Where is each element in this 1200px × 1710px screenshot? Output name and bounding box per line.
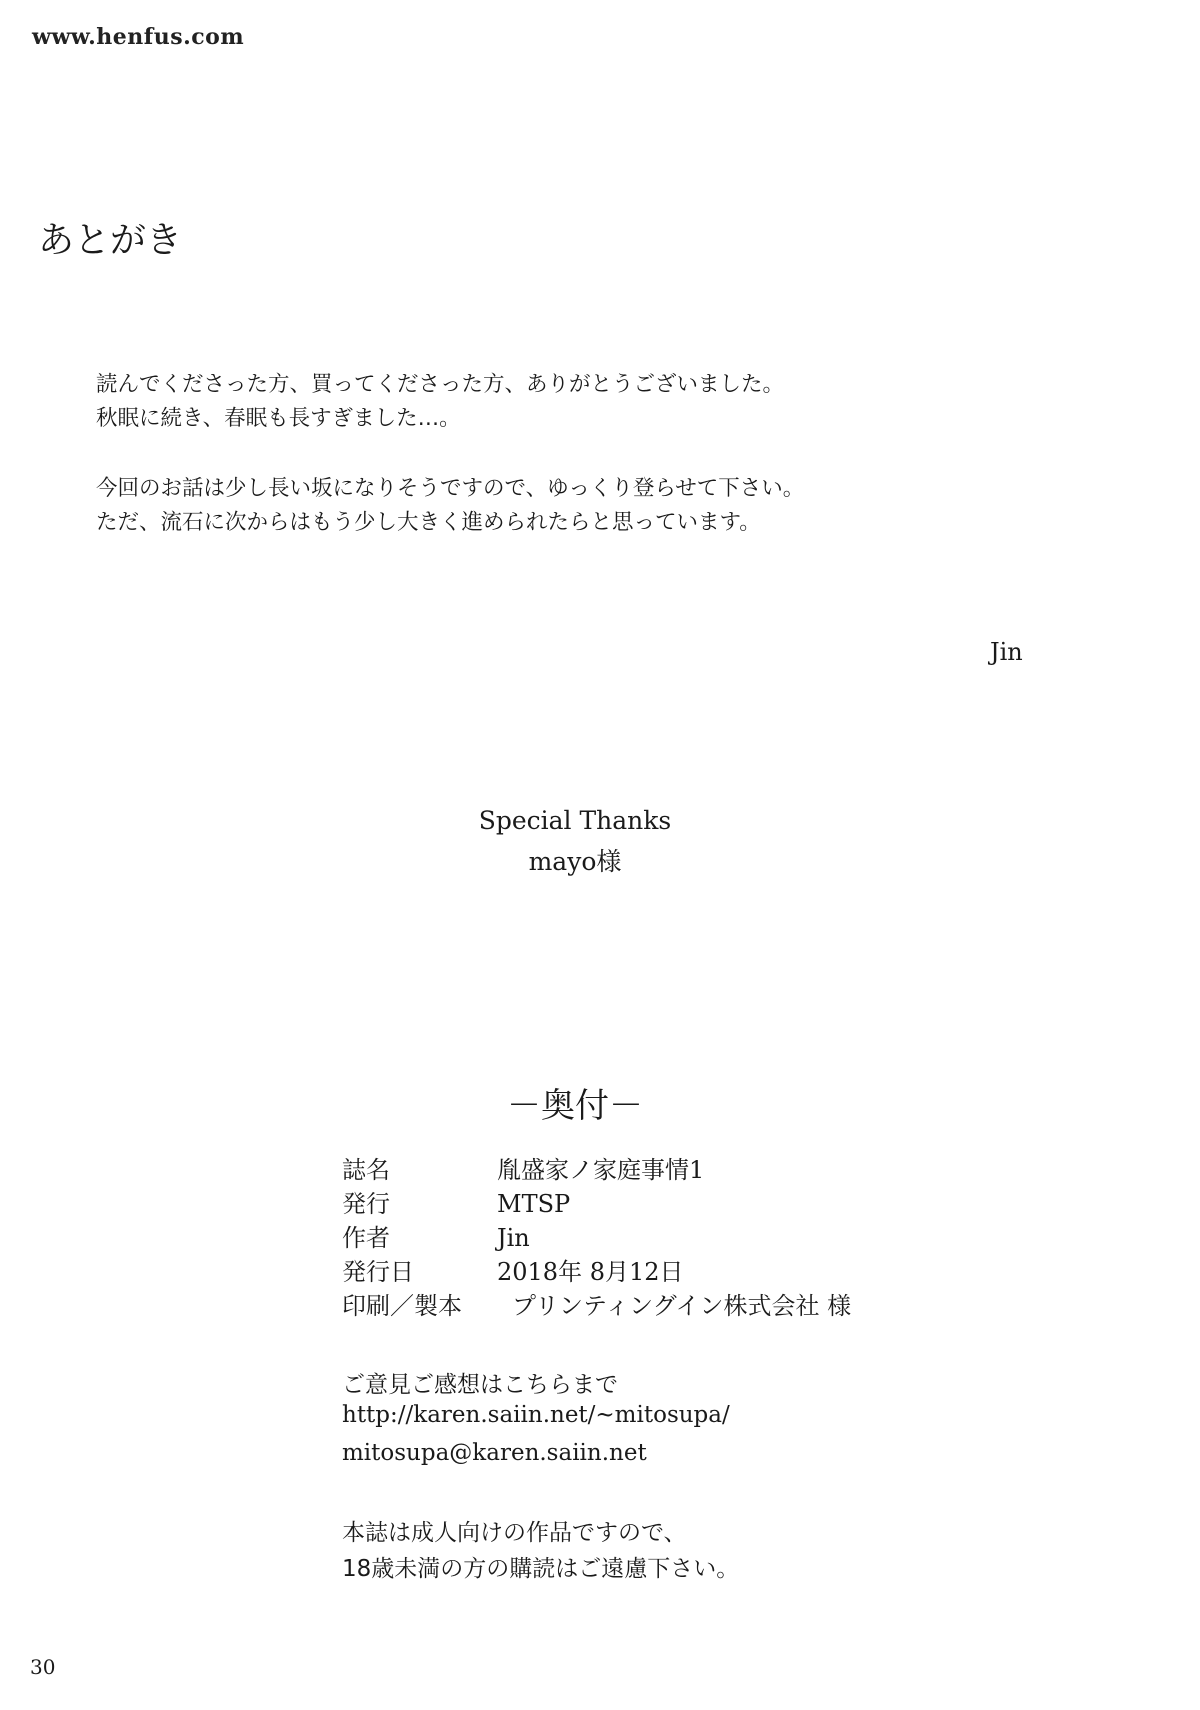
author-signature: Jin: [990, 638, 1023, 666]
afterword-paragraph-1: [96, 368, 1076, 436]
afterword-paragraph-2: [96, 472, 1076, 540]
colophon-row-publisher: [342, 1184, 570, 1219]
colophon-value: プリンティングイン株式会社 様: [512, 1292, 852, 1320]
colophon-value: 2018年 8月12日: [497, 1258, 684, 1286]
contact-url-link[interactable]: http://karen.saiin.net/~mitosupa/: [342, 1402, 730, 1428]
colophon-value: Jin: [497, 1224, 530, 1252]
contact-email-link[interactable]: mitosupa@karen.saiin.net: [342, 1440, 647, 1466]
afterword-heading: あとがき: [38, 220, 183, 261]
afterword-line: 今回のお話は少し長い坂になりそうですので、ゆっくり登らせて下さい。: [96, 476, 805, 501]
colophon-row-date: [342, 1252, 684, 1287]
colophon-row-title: [342, 1150, 704, 1185]
colophon-value: 胤盛家ノ家庭事情1: [497, 1156, 705, 1184]
colophon-label: 印刷／製本: [342, 1292, 462, 1320]
special-thanks-title: Special Thanks: [478, 806, 672, 835]
age-notice-line: 本誌は成人向けの作品ですので、: [342, 1520, 687, 1546]
colophon-row-printer: [342, 1286, 851, 1321]
age-notice-line: 18歳未満の方の購読はご遠慮下さい。: [342, 1556, 740, 1582]
watermark-logo: www.henfus.com: [32, 24, 245, 50]
page-number: 30: [30, 1655, 56, 1679]
contact-heading: ご意見ご感想はこちらまで: [342, 1372, 618, 1398]
colophon-label: 作者: [342, 1224, 390, 1252]
colophon-label: 誌名: [342, 1156, 390, 1184]
afterword-line: 秋眠に続き、春眠も長すぎました…。: [96, 406, 461, 431]
colophon-label: 発行日: [342, 1258, 414, 1286]
colophon-value: MTSP: [497, 1190, 571, 1218]
special-thanks-name: mayo様: [528, 847, 622, 876]
colophon-label: 発行: [342, 1190, 390, 1218]
afterword-line: 読んでくださった方、買ってくださった方、ありがとうございました。: [96, 372, 785, 397]
colophon-title: －奥付－: [507, 1086, 643, 1126]
colophon-row-author: [342, 1218, 530, 1253]
afterword-line: ただ、流石に次からはもう少し大きく進められたらと思っています。: [96, 510, 761, 535]
